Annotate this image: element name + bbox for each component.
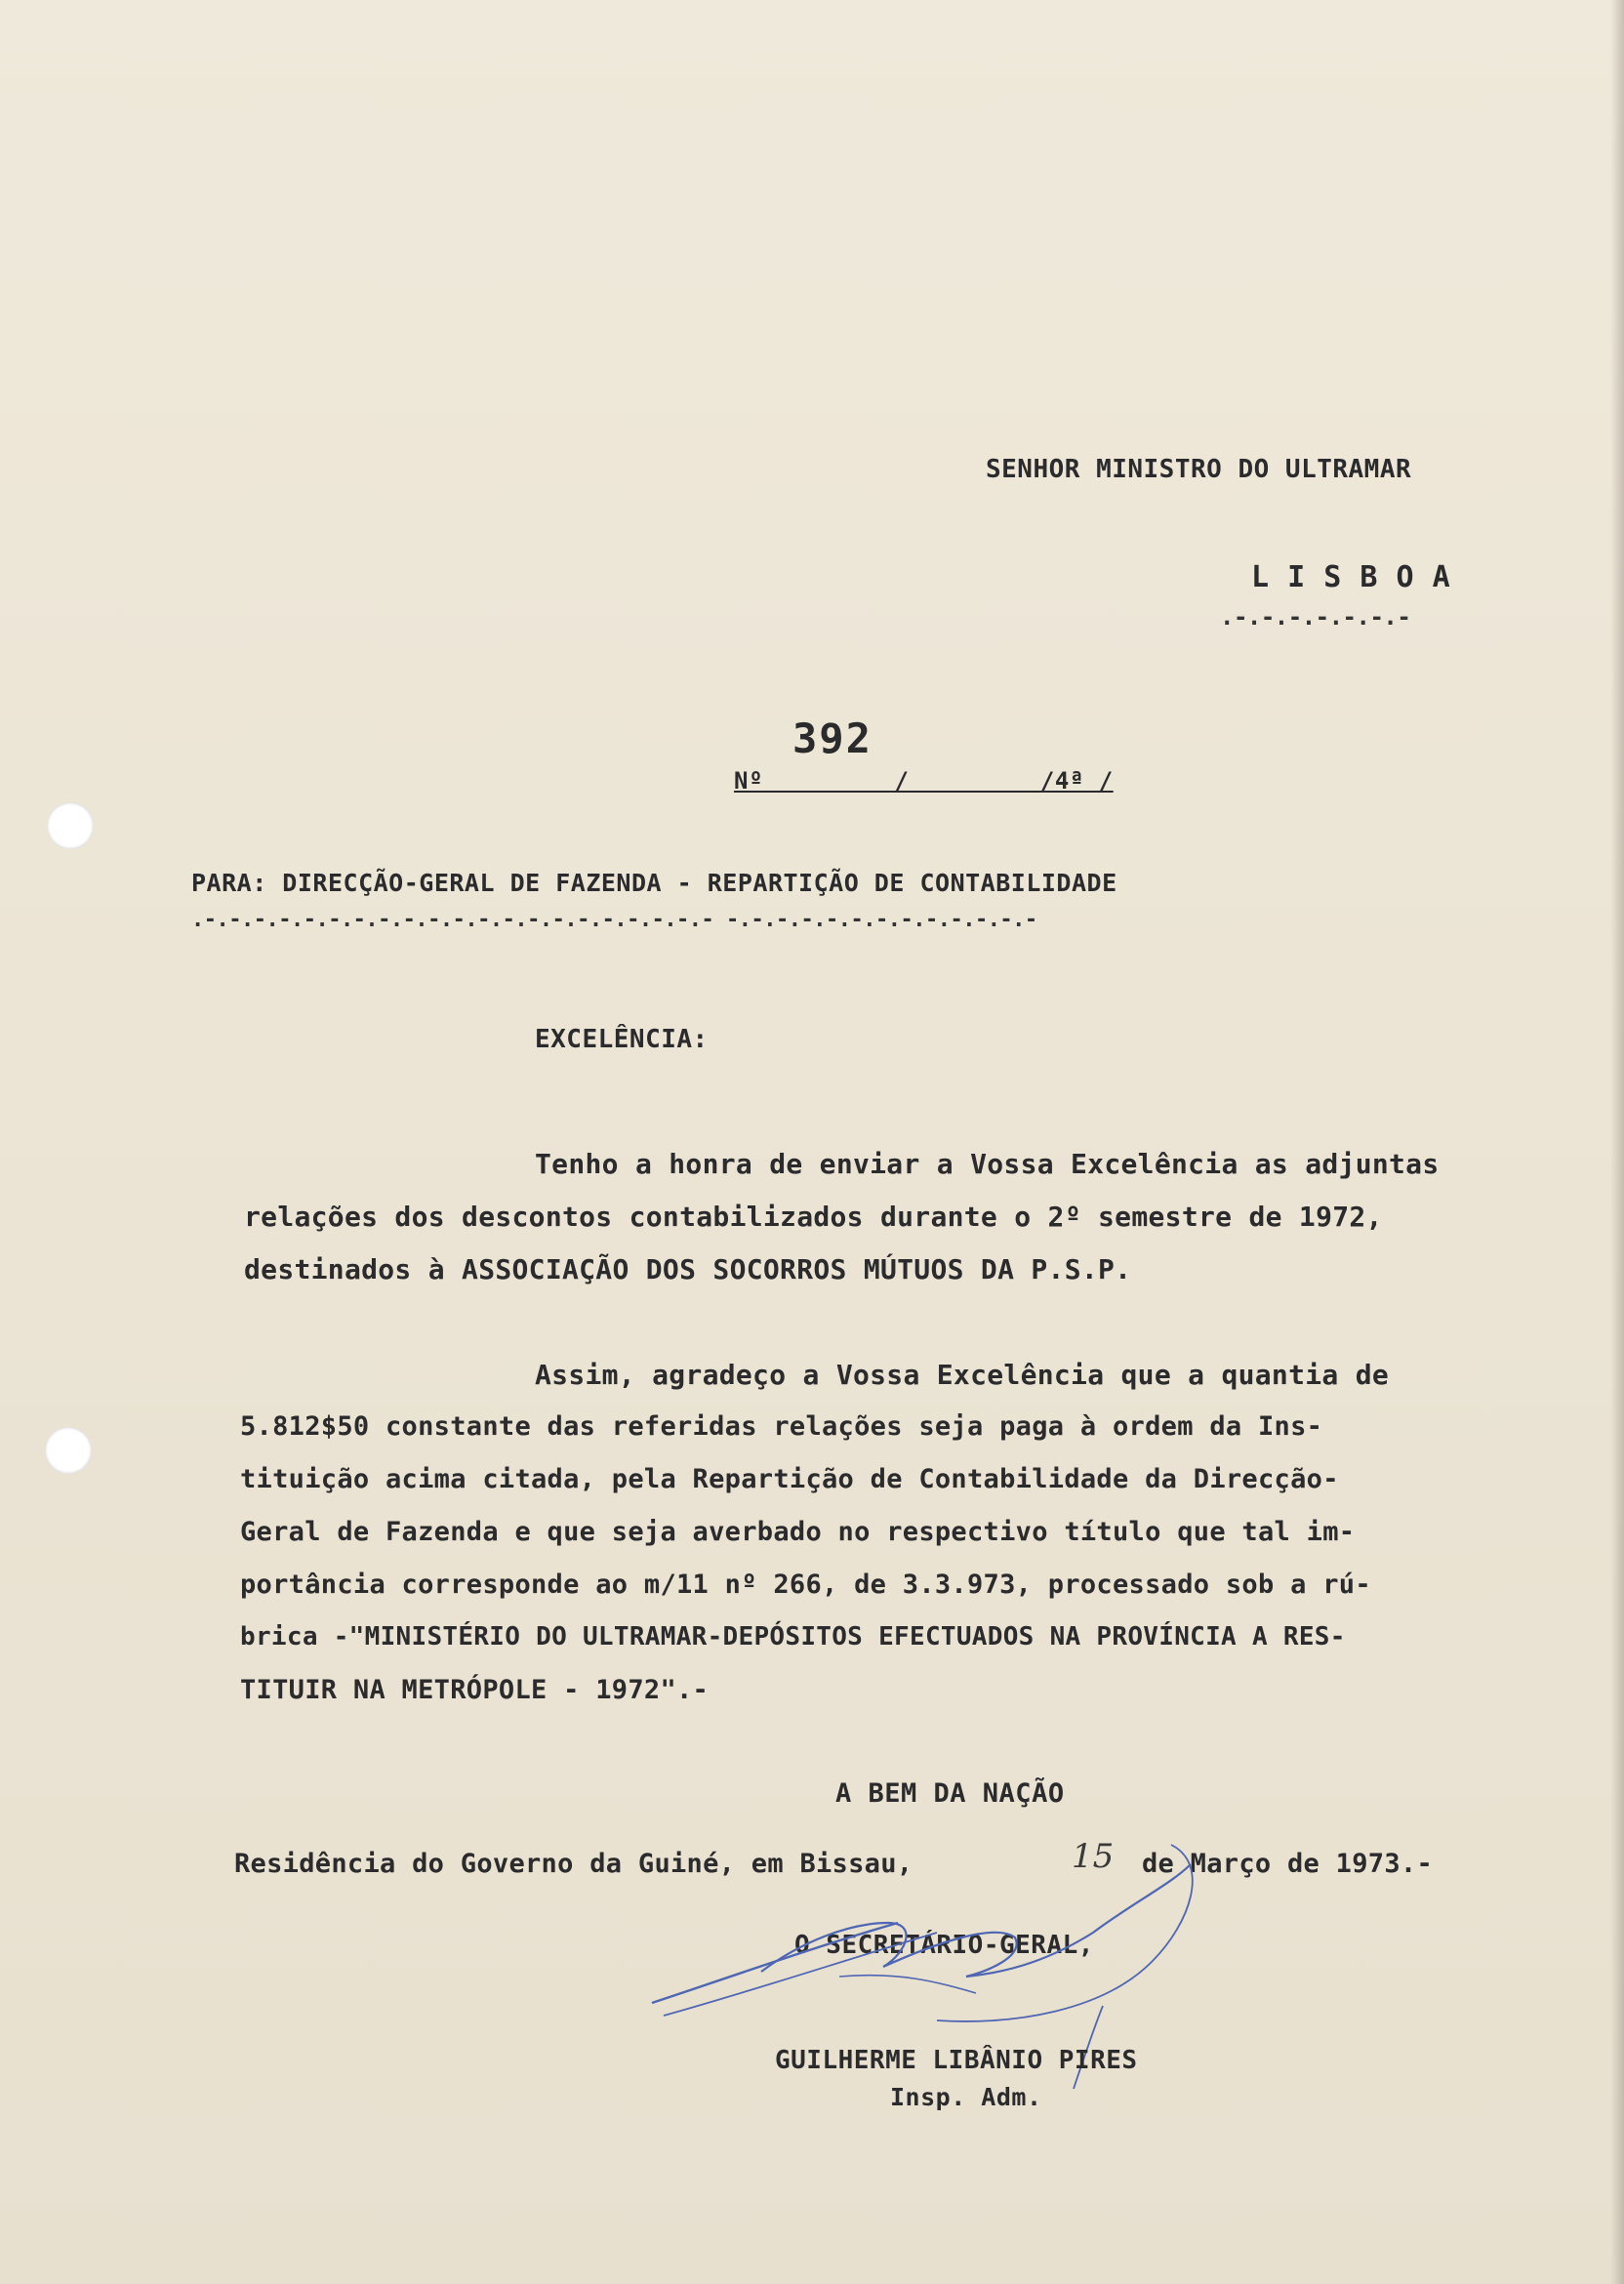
addressee-line: PARA: DIRECÇÃO-GERAL DE FAZENDA - REPARTIÇÃO DE CONTABILIDADE	[191, 869, 1117, 897]
page-edge-shadow	[1610, 0, 1624, 2284]
paragraph2-line: TITUIR NA METRÓPOLE - 1972".-	[240, 1675, 710, 1705]
paragraph2-line: Geral de Fazenda e que seja averbado no respectivo título que tal im-	[240, 1517, 1356, 1547]
signatory-role: Insp. Adm.	[890, 2083, 1042, 2111]
paragraph2-line: 5.812$50 constante das referidas relações seja paga à ordem da Ins-	[240, 1411, 1323, 1442]
closing-motto: A BEM DA NAÇÃO	[835, 1778, 1065, 1809]
salutation: EXCELÊNCIA:	[535, 1025, 709, 1054]
reference-line: Nº / /4ª /	[734, 767, 1114, 795]
paragraph2-line: portância corresponde ao m/11 nº 266, de 3.3.973, processado sob a rú-	[240, 1570, 1371, 1600]
addressee-underline: .-.-.-.-.-.-.-.-.-.-.-.-.-.-.-.-.-.-.-.-.- -.-.-.-.-.-.-.-.-.-.-.-.-	[191, 908, 1037, 932]
punch-hole-top	[47, 802, 94, 849]
place-date-prefix: Residência do Governo da Guiné, em Bissau,	[234, 1849, 914, 1879]
signatory-name: GUILHERME LIBÂNIO PIRES	[775, 2046, 1138, 2075]
recipient-line: SENHOR MINISTRO DO ULTRAMAR	[986, 455, 1412, 484]
paragraph2-line: brica -"MINISTÉRIO DO ULTRAMAR-DEPÓSITOS EFECTUADOS NA PROVÍNCIA A RES-	[240, 1622, 1346, 1652]
paragraph1-line: destinados à ASSOCIAÇÃO DOS SOCORROS MÚTUOS DA P.S.P.	[244, 1253, 1132, 1285]
reference-number: 392	[792, 714, 873, 762]
paragraph1-line: Tenho a honra de enviar a Vossa Excelência as adjuntas	[535, 1148, 1440, 1180]
city-line: L I S B O A	[1251, 560, 1451, 594]
handwritten-day: 15	[1072, 1837, 1115, 1876]
punch-hole-bottom	[45, 1427, 92, 1474]
city-underline: .-.-.-.-.-.-.-	[1220, 603, 1411, 631]
paragraph1-line: relações dos descontos contabilizados durante o 2º semestre de 1972,	[244, 1201, 1383, 1233]
signatory-title: O SECRETÁRIO-GERAL,	[794, 1931, 1094, 1960]
paragraph2-line: Assim, agradeço a Vossa Excelência que a quantia de	[535, 1359, 1390, 1391]
place-date-suffix: de Março de 1973.-	[1142, 1849, 1433, 1879]
paragraph2-line: tituição acima citada, pela Repartição de Contabilidade da Direcção-	[240, 1464, 1339, 1494]
